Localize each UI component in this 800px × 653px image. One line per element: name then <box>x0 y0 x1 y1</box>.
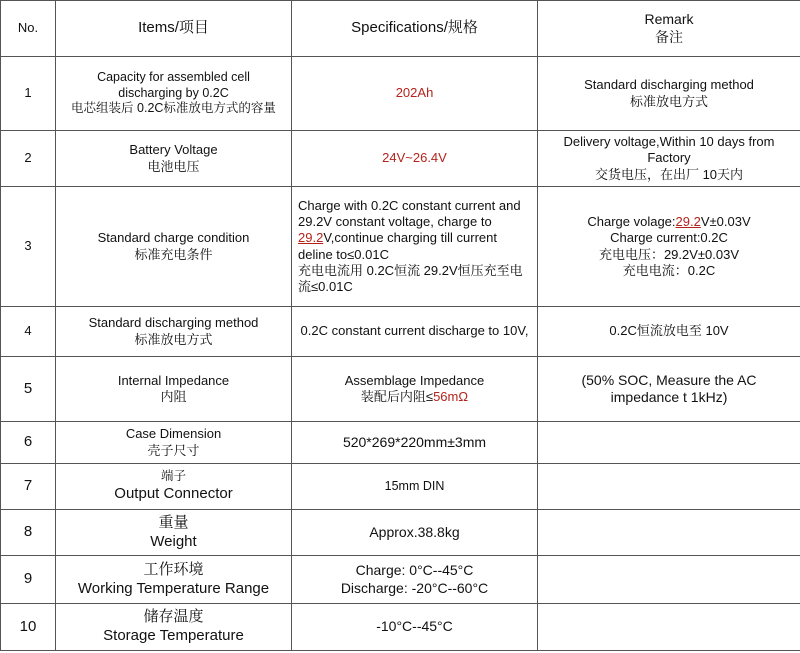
table-row <box>1 357 800 422</box>
item-line: Weight <box>150 532 197 550</box>
header-no: No. <box>1 1 56 57</box>
row-no: 10 <box>1 604 56 651</box>
item-line: 端子 <box>160 469 186 484</box>
row-remark <box>538 510 800 556</box>
row-item <box>56 357 292 422</box>
header-items: Items/项目 <box>56 1 292 57</box>
remark-line: Factory <box>647 150 691 166</box>
item-line: Output Connector <box>114 484 233 502</box>
table-row <box>1 464 800 510</box>
row-remark <box>538 556 800 604</box>
row-spec: -10°C--45°C <box>292 604 538 651</box>
row-spec <box>292 357 538 422</box>
header-row <box>1 1 800 57</box>
row-spec <box>292 187 538 307</box>
row-no: 1 <box>1 57 56 131</box>
row-no: 5 <box>1 357 56 422</box>
remark-line: 交货电压，在出厂 10天内 <box>594 166 744 182</box>
remark-line: 充电电压：29.2V±0.03V <box>598 246 740 262</box>
remark-line: Standard discharging method <box>584 77 754 93</box>
item-line: Storage Temperature <box>103 627 244 644</box>
remark-text: Charge volage: <box>587 214 676 229</box>
spec-line: Assemblage Impedance <box>344 372 485 388</box>
table-row <box>1 604 800 651</box>
remark-line: Charge current:0.2C <box>610 230 728 246</box>
row-remark <box>538 604 800 651</box>
item-line: Internal Impedance <box>117 372 230 388</box>
remark-line: Delivery voltage,Within 10 days from <box>563 134 775 150</box>
row-spec: 24V~26.4V <box>292 131 538 187</box>
spec-highlight: 56mΩ <box>433 389 469 404</box>
row-remark <box>538 464 800 510</box>
table-row <box>1 131 800 187</box>
item-line: 标准充电条件 <box>134 246 213 262</box>
header-remark-cn: 备注 <box>655 28 683 45</box>
row-remark <box>538 57 800 131</box>
remark-line <box>544 214 794 230</box>
row-spec: 0.2C constant current discharge to 10V, <box>292 307 538 357</box>
spec-text: 装配后内阻≤ <box>360 389 434 404</box>
remark-line: impedance t 1kHz) <box>610 389 728 405</box>
remark-line: (50% SOC, Measure the AC <box>581 371 757 388</box>
item-line: Battery Voltage <box>129 142 218 158</box>
row-no: 2 <box>1 131 56 187</box>
row-spec <box>292 556 538 604</box>
table-row <box>1 510 800 556</box>
item-line: 电芯组装后 0.2C标准放电方式的容量 <box>71 101 276 116</box>
spec-line <box>298 389 531 405</box>
row-item <box>56 187 292 307</box>
row-item <box>56 510 292 556</box>
header-remark <box>538 1 800 57</box>
row-spec: Approx.38.8kg <box>292 510 538 556</box>
row-item <box>56 604 292 651</box>
table-row <box>1 556 800 604</box>
remark-line: 标准放电方式 <box>629 93 708 109</box>
item-line: 标准放电方式 <box>134 331 213 347</box>
row-item <box>56 307 292 357</box>
item-line: 工作环境 <box>143 560 204 578</box>
table-row <box>1 422 800 464</box>
remark-line: 充电电流：0.2C <box>622 262 716 278</box>
spec-text: Charge with 0.2C constant current and 29.2V constant voltage, charge to <box>298 197 521 229</box>
item-line: Case Dimension <box>125 426 222 442</box>
spec-highlight: 29.2 <box>298 230 324 246</box>
row-remark <box>538 357 800 422</box>
spec-text-cn: 充电电流用 0.2C恒流 29.2V恒压充至电流≤0.01C <box>298 262 523 294</box>
row-remark <box>538 131 800 187</box>
item-line: 壳子尺寸 <box>147 442 200 458</box>
header-specs: Specifications/规格 <box>292 1 538 57</box>
item-line: 电池电压 <box>147 158 200 174</box>
item-line: Capacity for assembled cell <box>97 70 250 85</box>
item-line: 内阻 <box>160 389 187 404</box>
row-item <box>56 422 292 464</box>
spec-line: Charge: 0°C--45°C <box>355 562 474 578</box>
row-no: 6 <box>1 422 56 464</box>
row-remark <box>538 187 800 307</box>
table-row <box>1 187 800 307</box>
row-remark <box>538 422 800 464</box>
row-no: 8 <box>1 510 56 556</box>
item-line: 储存温度 <box>143 608 204 626</box>
item-line: Working Temperature Range <box>77 579 270 597</box>
table-row <box>1 57 800 131</box>
row-spec: 520*269*220mm±3mm <box>292 422 538 464</box>
row-no: 3 <box>1 187 56 307</box>
row-remark: 0.2C恒流放电至 10V <box>538 307 800 357</box>
item-line: Standard discharging method <box>88 315 259 331</box>
spec-line: Discharge: -20°C--60°C <box>340 579 489 596</box>
row-item <box>56 556 292 604</box>
row-spec: 202Ah <box>292 57 538 131</box>
row-no: 9 <box>1 556 56 604</box>
remark-highlight: 29.2 <box>675 214 701 229</box>
row-item <box>56 57 292 131</box>
row-no: 4 <box>1 307 56 357</box>
row-item <box>56 131 292 187</box>
row-item <box>56 464 292 510</box>
row-no: 7 <box>1 464 56 510</box>
row-spec: 15mm DIN <box>292 464 538 510</box>
spec-text: V,continue charging till current deline to≤0.01C <box>298 230 497 262</box>
remark-text: V±0.03V <box>700 214 751 229</box>
item-line: discharging by 0.2C <box>118 85 229 100</box>
item-line: Standard charge condition <box>97 230 250 246</box>
table-row <box>1 307 800 357</box>
item-line: 重量 <box>158 513 189 531</box>
header-remark-en: Remark <box>644 11 694 27</box>
